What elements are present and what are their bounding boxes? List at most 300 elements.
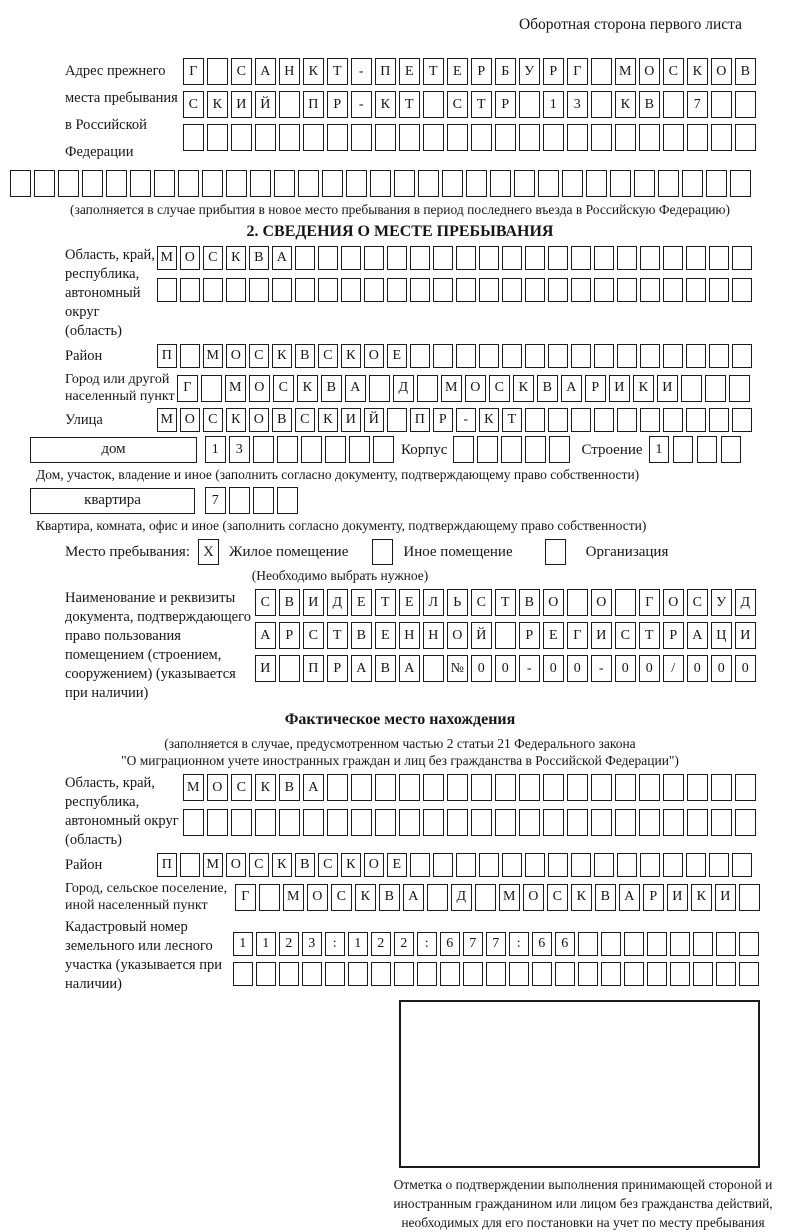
char-cell [387, 408, 407, 432]
char-cell [591, 124, 612, 151]
char-cell [732, 344, 752, 368]
char-cell [423, 124, 444, 151]
char-cell: Б [495, 58, 516, 85]
char-cell [615, 774, 636, 801]
char-cell [447, 809, 468, 836]
char-cell [519, 774, 540, 801]
char-cell [640, 853, 660, 877]
char-cell [183, 124, 204, 151]
char-cell [180, 344, 200, 368]
char-cell: Е [399, 58, 420, 85]
char-cell [586, 170, 607, 197]
char-cell [279, 91, 300, 118]
char-cell: / [663, 655, 684, 682]
city-label: Город или другой населенный пункт [65, 372, 175, 404]
char-cell: К [615, 91, 636, 118]
char-cell [255, 809, 276, 836]
char-cell [673, 436, 694, 463]
actual-city-row [235, 884, 763, 911]
char-cell: И [609, 375, 630, 402]
char-cell: С [318, 344, 338, 368]
char-cell: А [619, 884, 640, 911]
char-cell [157, 278, 177, 302]
char-cell: Р [643, 884, 664, 911]
region-grid [157, 246, 755, 302]
char-cell: М [499, 884, 520, 911]
char-cell [456, 278, 476, 302]
char-cell [394, 962, 414, 986]
char-cell [716, 962, 736, 986]
char-cell [716, 932, 736, 956]
char-cell: 0 [495, 655, 516, 682]
actual-district-label: Район [65, 856, 103, 873]
char-cell: 1 [233, 932, 253, 956]
char-cell: А [272, 246, 292, 270]
prev-address-block [0, 58, 800, 166]
char-cell [471, 124, 492, 151]
char-cell [349, 436, 370, 463]
option-other-premises-label: Иное помещение [403, 544, 513, 560]
char-cell [277, 487, 298, 514]
char-cell: Й [255, 91, 276, 118]
char-cell: 2 [394, 932, 414, 956]
char-cell: С [547, 884, 568, 911]
char-cell [571, 853, 591, 877]
char-cell: М [157, 408, 177, 432]
char-cell [231, 124, 252, 151]
char-cell: В [639, 91, 660, 118]
char-cell: К [375, 91, 396, 118]
char-cell: - [456, 408, 476, 432]
char-cell [364, 278, 384, 302]
char-cell [325, 962, 345, 986]
char-cell [721, 436, 742, 463]
char-cell [475, 884, 496, 911]
char-cell: Т [423, 58, 444, 85]
char-cell [479, 278, 499, 302]
char-cell [207, 809, 228, 836]
char-cell [203, 278, 223, 302]
char-cell [351, 809, 372, 836]
char-cell [229, 487, 250, 514]
actual-region-label: Область, край, республика, автономный округ (область) [65, 775, 179, 848]
char-cell [594, 278, 614, 302]
char-cell: Р [495, 91, 516, 118]
char-cell: Г [639, 589, 660, 616]
section2-title: 2. СВЕДЕНИЯ О МЕСТЕ ПРЕБЫВАНИЯ [246, 223, 554, 240]
char-cell [447, 774, 468, 801]
char-cell: К [226, 408, 246, 432]
street-row [157, 408, 755, 432]
char-cell [670, 962, 690, 986]
char-cell: С [255, 589, 276, 616]
char-cell: К [633, 375, 654, 402]
char-cell [562, 170, 583, 197]
checkbox-residential: X [198, 539, 219, 565]
char-cell: К [318, 408, 338, 432]
char-cell [663, 408, 683, 432]
char-cell [709, 246, 729, 270]
document-label: Наименование и реквизиты документа, подтверждающего право пользования помещением (строением, сооружением) (указывается при наличии) [65, 590, 251, 701]
char-cell [418, 170, 439, 197]
char-cell: 3 [567, 91, 588, 118]
place-type-caption: (Необходимо выбрать нужное) [251, 568, 429, 583]
char-cell [514, 170, 535, 197]
char-cell [639, 774, 660, 801]
char-cell: К [479, 408, 499, 432]
char-cell: С [295, 408, 315, 432]
char-cell: И [255, 655, 276, 682]
char-cell [735, 774, 756, 801]
char-cell [729, 375, 750, 402]
char-cell: О [663, 589, 684, 616]
char-cell [686, 278, 706, 302]
char-cell [735, 124, 756, 151]
char-cell: Р [519, 622, 540, 649]
char-cell [423, 809, 444, 836]
prev-address-label: Адрес прежнего места пребывания в Российской Федерации [65, 63, 178, 160]
char-cell: 2 [371, 932, 391, 956]
char-cell [624, 962, 644, 986]
document-row-3 [255, 655, 759, 682]
registration-stamp-caption: Отметка о подтверждении выполнения принимающей стороной и иностранным гражданином или лицом без гражданства действий, необходимых для его постановки на учет по месту пребывания [393, 1177, 773, 1230]
char-cell [571, 278, 591, 302]
char-cell [663, 809, 684, 836]
char-cell [456, 344, 476, 368]
char-cell [525, 853, 545, 877]
char-cell: К [272, 853, 292, 877]
char-cell [207, 124, 228, 151]
region-label: Область, край, республика, автономный округ (область) [65, 247, 155, 339]
char-cell: Т [639, 622, 660, 649]
char-cell [709, 408, 729, 432]
char-cell [272, 278, 292, 302]
char-cell: О [307, 884, 328, 911]
char-cell [711, 809, 732, 836]
region-row-1 [157, 246, 755, 270]
char-cell [682, 170, 703, 197]
district-label: Район [65, 347, 103, 364]
char-cell [387, 246, 407, 270]
char-cell [617, 344, 637, 368]
char-cell [249, 278, 269, 302]
house-number-row [205, 436, 397, 463]
actual-location-title: Фактическое место нахождения [284, 711, 516, 728]
char-cell: В [249, 246, 269, 270]
char-cell: И [715, 884, 736, 911]
house-type-box: дом [30, 437, 197, 463]
char-cell: Т [375, 589, 396, 616]
char-cell: К [571, 884, 592, 911]
document-grid [255, 589, 759, 682]
char-cell [601, 932, 621, 956]
char-cell [686, 246, 706, 270]
char-cell [571, 408, 591, 432]
char-cell [555, 962, 575, 986]
prev-address-row-3 [183, 124, 759, 151]
char-cell: В [735, 58, 756, 85]
street-block [0, 408, 800, 432]
char-cell: Д [393, 375, 414, 402]
char-cell [548, 853, 568, 877]
apartment-number-row [205, 487, 301, 514]
char-cell [351, 124, 372, 151]
char-cell: М [203, 344, 223, 368]
char-cell: 0 [615, 655, 636, 682]
char-cell: О [180, 408, 200, 432]
char-cell [410, 278, 430, 302]
char-cell [207, 58, 228, 85]
char-cell: В [595, 884, 616, 911]
char-cell: 3 [302, 932, 322, 956]
char-cell [327, 774, 348, 801]
char-cell: В [279, 589, 300, 616]
char-cell [624, 932, 644, 956]
stroenie-label: Строение [581, 441, 643, 458]
char-cell [130, 170, 151, 197]
char-cell: М [157, 246, 177, 270]
char-cell [346, 170, 367, 197]
char-cell [410, 344, 430, 368]
char-cell: О [180, 246, 200, 270]
char-cell: М [283, 884, 304, 911]
option-organization-label: Организация [585, 544, 669, 560]
char-cell [427, 884, 448, 911]
char-cell [495, 622, 516, 649]
char-cell: 1 [649, 436, 670, 463]
char-cell [735, 809, 756, 836]
char-cell: С [489, 375, 510, 402]
char-cell: П [410, 408, 430, 432]
char-cell: О [249, 375, 270, 402]
char-cell: В [295, 344, 315, 368]
cadastral-label: Кадастровый номер земельного или лесного участка (указывается при наличии) [65, 919, 222, 992]
char-cell: С [663, 58, 684, 85]
cadastral-row-1 [233, 932, 762, 956]
apartment-type-box: квартира [30, 488, 195, 514]
char-cell [686, 344, 706, 368]
char-cell [440, 962, 460, 986]
char-cell: И [231, 91, 252, 118]
char-cell [154, 170, 175, 197]
char-cell: В [272, 408, 292, 432]
char-cell: С [303, 622, 324, 649]
actual-region-row-2 [183, 809, 759, 836]
char-cell [617, 408, 637, 432]
char-cell: С [203, 408, 223, 432]
char-cell [301, 436, 322, 463]
char-cell [663, 853, 683, 877]
char-cell: А [303, 774, 324, 801]
char-cell: О [591, 589, 612, 616]
char-cell: К [691, 884, 712, 911]
char-cell: С [687, 589, 708, 616]
char-cell: 3 [229, 436, 250, 463]
char-cell [509, 962, 529, 986]
char-cell: С [447, 91, 468, 118]
char-cell: Н [279, 58, 300, 85]
char-cell [341, 278, 361, 302]
char-cell [399, 809, 420, 836]
char-cell [591, 91, 612, 118]
actual-region-block [0, 774, 800, 850]
char-cell [687, 774, 708, 801]
char-cell [423, 655, 444, 682]
char-cell: - [519, 655, 540, 682]
char-cell [348, 962, 368, 986]
city-row [177, 375, 753, 402]
char-cell [253, 487, 274, 514]
char-cell [373, 436, 394, 463]
char-cell: И [667, 884, 688, 911]
char-cell [259, 884, 280, 911]
actual-district-row [157, 853, 755, 877]
char-cell [463, 962, 483, 986]
char-cell [303, 124, 324, 151]
char-cell: Е [387, 344, 407, 368]
char-cell [594, 246, 614, 270]
char-cell [711, 124, 732, 151]
char-cell [183, 809, 204, 836]
char-cell [34, 170, 55, 197]
char-cell: Н [423, 622, 444, 649]
char-cell [591, 58, 612, 85]
char-cell [525, 278, 545, 302]
char-cell: 0 [711, 655, 732, 682]
char-cell: А [345, 375, 366, 402]
char-cell: Е [351, 589, 372, 616]
char-cell [327, 809, 348, 836]
char-cell [567, 589, 588, 616]
char-cell: Г [183, 58, 204, 85]
char-cell [279, 962, 299, 986]
region-row-2 [157, 278, 755, 302]
char-cell [495, 809, 516, 836]
char-cell [502, 853, 522, 877]
char-cell [591, 774, 612, 801]
char-cell [663, 774, 684, 801]
char-cell: П [375, 58, 396, 85]
cadastral-grid [233, 918, 762, 986]
char-cell [456, 246, 476, 270]
char-cell [543, 809, 564, 836]
char-cell [370, 170, 391, 197]
cadastral-block [0, 918, 800, 994]
char-cell: Р [585, 375, 606, 402]
char-cell [548, 246, 568, 270]
char-cell: - [591, 655, 612, 682]
char-cell [201, 375, 222, 402]
char-cell [178, 170, 199, 197]
char-cell: К [303, 58, 324, 85]
char-cell: В [375, 655, 396, 682]
char-cell: М [615, 58, 636, 85]
char-cell: Г [567, 58, 588, 85]
char-cell [640, 246, 660, 270]
char-cell [369, 375, 390, 402]
char-cell [479, 344, 499, 368]
char-cell: Й [471, 622, 492, 649]
char-cell: И [341, 408, 361, 432]
char-cell: 1 [348, 932, 368, 956]
char-cell [279, 655, 300, 682]
char-cell [617, 246, 637, 270]
char-cell [735, 91, 756, 118]
char-cell [663, 344, 683, 368]
char-cell: М [225, 375, 246, 402]
char-cell [279, 809, 300, 836]
char-cell: С [273, 375, 294, 402]
house-block [30, 436, 800, 463]
char-cell: Е [375, 622, 396, 649]
char-cell: П [157, 853, 177, 877]
char-cell [479, 246, 499, 270]
char-cell [399, 774, 420, 801]
place-type-block [65, 539, 800, 565]
actual-location-caption-1: (заполняется в случае, предусмотренном частью 2 статьи 21 Федерального закона [164, 736, 636, 751]
char-cell [495, 124, 516, 151]
char-cell: В [519, 589, 540, 616]
char-cell: 0 [687, 655, 708, 682]
char-cell [617, 853, 637, 877]
char-cell [709, 278, 729, 302]
actual-region-grid [183, 774, 759, 836]
char-cell [663, 278, 683, 302]
char-cell [433, 246, 453, 270]
char-cell [277, 436, 298, 463]
char-cell: Т [327, 622, 348, 649]
char-cell [571, 344, 591, 368]
char-cell: П [157, 344, 177, 368]
char-cell [617, 278, 637, 302]
char-cell [318, 246, 338, 270]
char-cell: Р [543, 58, 564, 85]
char-cell [364, 246, 384, 270]
prev-address-row-2 [183, 91, 759, 118]
char-cell [693, 932, 713, 956]
char-cell [634, 170, 655, 197]
char-cell [639, 124, 660, 151]
char-cell [318, 278, 338, 302]
char-cell: О [543, 589, 564, 616]
char-cell [226, 170, 247, 197]
char-cell: А [687, 622, 708, 649]
char-cell: 6 [532, 932, 552, 956]
char-cell [447, 124, 468, 151]
char-cell [567, 774, 588, 801]
char-cell [594, 344, 614, 368]
char-cell [615, 124, 636, 151]
char-cell: Г [567, 622, 588, 649]
char-cell [433, 853, 453, 877]
char-cell [279, 124, 300, 151]
char-cell [709, 344, 729, 368]
char-cell: О [465, 375, 486, 402]
char-cell: К [513, 375, 534, 402]
char-cell [732, 408, 752, 432]
char-cell: 1 [205, 436, 226, 463]
prev-address-caption: (заполняется в случае прибытия в новое место пребывания в период последнего въезда в Российскую Федерацию) [69, 202, 731, 217]
char-cell [615, 589, 636, 616]
char-cell [519, 124, 540, 151]
char-cell: 1 [256, 932, 276, 956]
char-cell [739, 962, 759, 986]
char-cell: А [351, 655, 372, 682]
char-cell: О [226, 344, 246, 368]
char-cell: У [711, 589, 732, 616]
char-cell [567, 809, 588, 836]
char-cell: Р [433, 408, 453, 432]
